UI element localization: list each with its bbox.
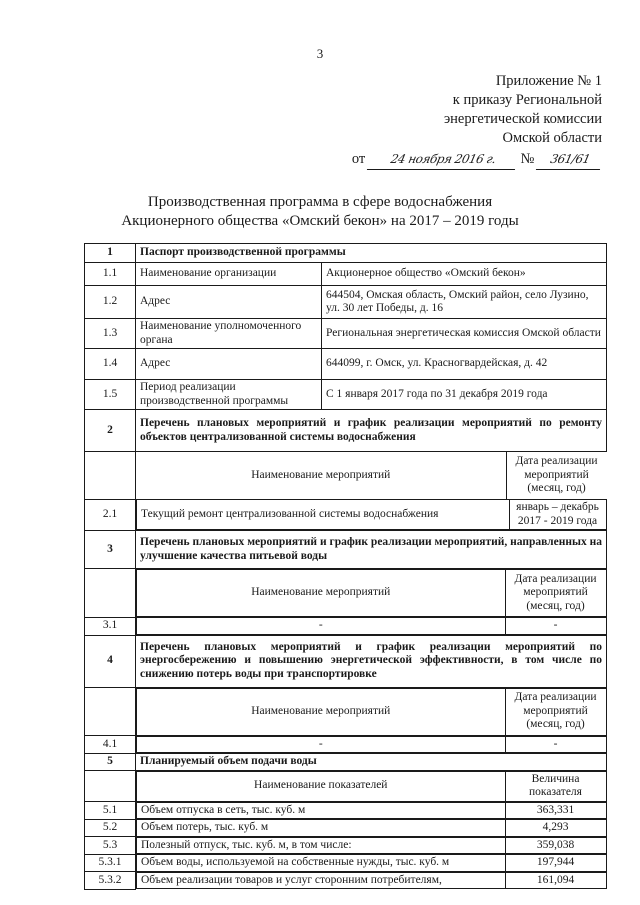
header-value: Величина показателя bbox=[505, 771, 606, 801]
handwritten-date: 24 ноября 2016 г. bbox=[367, 150, 519, 170]
header-date: Дата реализации мероприятий (месяц, год) bbox=[505, 570, 606, 617]
title-line-2: Акционерного общества «Омский бекон» на 2017 – 2019 годы bbox=[121, 213, 519, 229]
section-title: Планируемый объем подачи воды bbox=[136, 754, 607, 771]
table-row bbox=[85, 380, 607, 410]
section-number: 5 bbox=[85, 754, 136, 771]
table-row bbox=[85, 837, 607, 855]
section-title: Паспорт производственной программы bbox=[136, 244, 607, 263]
handwritten-order-number: 361/61 bbox=[536, 150, 604, 170]
row-number: 4.1 bbox=[85, 736, 136, 754]
title-line-1: Производственная программа в сфере водоснабжения bbox=[147, 194, 493, 210]
empty-cell bbox=[85, 569, 136, 618]
appendix-line-1: Приложение № 1 bbox=[495, 73, 602, 89]
row-name: Объем реализации товаров и услуг сторонним потребителям, bbox=[137, 872, 506, 889]
header-inner-table bbox=[136, 452, 607, 499]
row-value: Акционерное общество «Омский бекон» bbox=[322, 263, 607, 286]
row-number: 5.3.1 bbox=[85, 854, 136, 872]
appendix-line-2: к приказу Региональной bbox=[452, 92, 602, 108]
row-cell-group bbox=[136, 837, 607, 855]
table-row bbox=[85, 263, 607, 286]
row-number: 5.2 bbox=[85, 819, 136, 837]
section-number: 2 bbox=[85, 410, 136, 452]
row-date: - bbox=[505, 736, 606, 753]
row-number: 5.3.2 bbox=[85, 872, 136, 890]
row-cell-group bbox=[136, 499, 607, 531]
row-label: Наименование организации bbox=[136, 263, 322, 286]
page-number: 3 bbox=[316, 46, 324, 61]
appendix-block bbox=[352, 72, 602, 170]
header-name: Наименование показателей bbox=[137, 771, 506, 801]
header-cell-group bbox=[136, 569, 607, 618]
row-value: 644099, г. Омск, ул. Красногвардейская, д. 42 bbox=[322, 349, 607, 380]
section-title: Перечень плановых мероприятий и график реализации мероприятий по ремонту объектов централизованной системы водоснабжения bbox=[136, 410, 607, 452]
row-value: С 1 января 2017 года по 31 декабря 2019 года bbox=[322, 380, 607, 410]
date-prefix: от bbox=[351, 151, 366, 167]
row-label: Наименование уполномоченного органа bbox=[136, 319, 322, 349]
row-number: 1.1 bbox=[85, 263, 136, 286]
table-row bbox=[85, 286, 607, 319]
table-row bbox=[85, 319, 607, 349]
row-inner-table bbox=[136, 837, 607, 855]
row-name: Объем потерь, тыс. куб. м bbox=[137, 820, 506, 837]
row-number: 1.3 bbox=[85, 319, 136, 349]
row-value: 363,331 bbox=[505, 802, 606, 819]
row-label: Адрес bbox=[136, 286, 322, 319]
row-name: Текущий ремонт централизованной системы водоснабжения bbox=[137, 500, 510, 530]
production-program-table bbox=[84, 243, 607, 890]
appendix-line-3: энергетической комиссии bbox=[443, 111, 602, 127]
table-row bbox=[85, 872, 607, 890]
row-value: 644504, Омская область, Омский район, село Лузино, ул. 30 лет Победы, д. 16 bbox=[322, 286, 607, 319]
row-cell-group bbox=[136, 736, 607, 754]
row-value: 161,094 bbox=[505, 872, 606, 889]
appendix-line-4: Омской области bbox=[502, 130, 602, 146]
section-3-header-row bbox=[85, 531, 607, 569]
row-name: Полезный отпуск, тыс. куб. м, в том числе: bbox=[137, 837, 506, 854]
row-inner-table bbox=[136, 736, 607, 754]
row-inner-table bbox=[136, 854, 607, 872]
row-inner-table bbox=[136, 499, 607, 530]
row-number: 2.1 bbox=[85, 499, 136, 531]
row-name: - bbox=[137, 618, 506, 635]
table-row bbox=[85, 854, 607, 872]
header-cell-group bbox=[136, 770, 607, 802]
order-date-number-line bbox=[352, 150, 602, 170]
section-1-header-row bbox=[85, 244, 607, 263]
subtable-header-row bbox=[85, 770, 607, 802]
row-label: Период реализации производственной программы bbox=[136, 380, 322, 410]
row-date: январь – декабрь 2017 - 2019 года bbox=[509, 500, 606, 530]
section-number: 3 bbox=[85, 531, 136, 569]
row-cell-group bbox=[136, 854, 607, 872]
row-inner-table bbox=[136, 872, 607, 890]
section-number: 4 bbox=[85, 635, 136, 687]
section-2-header-row bbox=[85, 410, 607, 452]
row-cell-group bbox=[136, 617, 607, 635]
empty-cell bbox=[85, 452, 136, 500]
row-number: 1.2 bbox=[85, 286, 136, 319]
header-inner-table bbox=[136, 569, 607, 617]
subtable-header-row bbox=[85, 452, 607, 500]
header-name: Наименование мероприятий bbox=[137, 570, 506, 617]
number-prefix: № bbox=[520, 151, 535, 167]
row-value: Региональная энергетическая комиссия Омской области bbox=[322, 319, 607, 349]
row-date: - bbox=[505, 618, 606, 635]
section-5-header-row bbox=[85, 754, 607, 771]
section-number: 1 bbox=[85, 244, 136, 263]
row-number: 3.1 bbox=[85, 617, 136, 635]
header-cell-group bbox=[136, 687, 607, 736]
row-number: 5.1 bbox=[85, 802, 136, 820]
header-date: Дата реализации мероприятий (месяц, год) bbox=[505, 688, 606, 735]
row-value: 359,038 bbox=[505, 837, 606, 854]
row-name: Объем отпуска в сеть, тыс. куб. м bbox=[137, 802, 506, 819]
header-date: Дата реализации мероприятий (месяц, год) bbox=[515, 455, 598, 495]
row-inner-table bbox=[136, 802, 607, 820]
row-number: 1.4 bbox=[85, 349, 136, 380]
table-row bbox=[85, 499, 607, 531]
row-name: Объем воды, используемой на собственные нужды, тыс. куб. м bbox=[137, 855, 506, 872]
header-name: Наименование мероприятий bbox=[137, 688, 506, 735]
header-name: Наименование мероприятий bbox=[136, 452, 506, 499]
table-row bbox=[85, 802, 607, 820]
row-cell-group bbox=[136, 802, 607, 820]
row-label: Адрес bbox=[136, 349, 322, 380]
row-value: 4,293 bbox=[505, 820, 606, 837]
section-title: Перечень плановых мероприятий и график реализации мероприятий по энергосбережению и повышению энергетической эффективности, в том числе по снижению потерь воды при транспортировке bbox=[136, 635, 607, 687]
table-row bbox=[85, 736, 607, 754]
header-inner-table bbox=[136, 771, 607, 802]
section-title: Перечень плановых мероприятий и график реализации мероприятий, направленных на улучшение качества питьевой воды bbox=[136, 531, 607, 569]
row-value: 197,944 bbox=[505, 855, 606, 872]
row-number: 5.3 bbox=[85, 837, 136, 855]
table-row bbox=[85, 349, 607, 380]
empty-cell bbox=[85, 770, 136, 802]
row-inner-table bbox=[136, 617, 607, 635]
row-cell-group bbox=[136, 872, 607, 890]
row-name: - bbox=[137, 736, 506, 753]
document-title bbox=[0, 193, 640, 231]
row-inner-table bbox=[136, 819, 607, 837]
header-cell-group bbox=[136, 452, 607, 500]
subtable-header-row bbox=[85, 687, 607, 736]
row-number: 1.5 bbox=[85, 380, 136, 410]
row-cell-group bbox=[136, 819, 607, 837]
section-4-header-row bbox=[85, 635, 607, 687]
table-row bbox=[85, 617, 607, 635]
table-row bbox=[85, 819, 607, 837]
empty-cell bbox=[85, 687, 136, 736]
subtable-header-row bbox=[85, 569, 607, 618]
header-inner-table bbox=[136, 688, 607, 736]
